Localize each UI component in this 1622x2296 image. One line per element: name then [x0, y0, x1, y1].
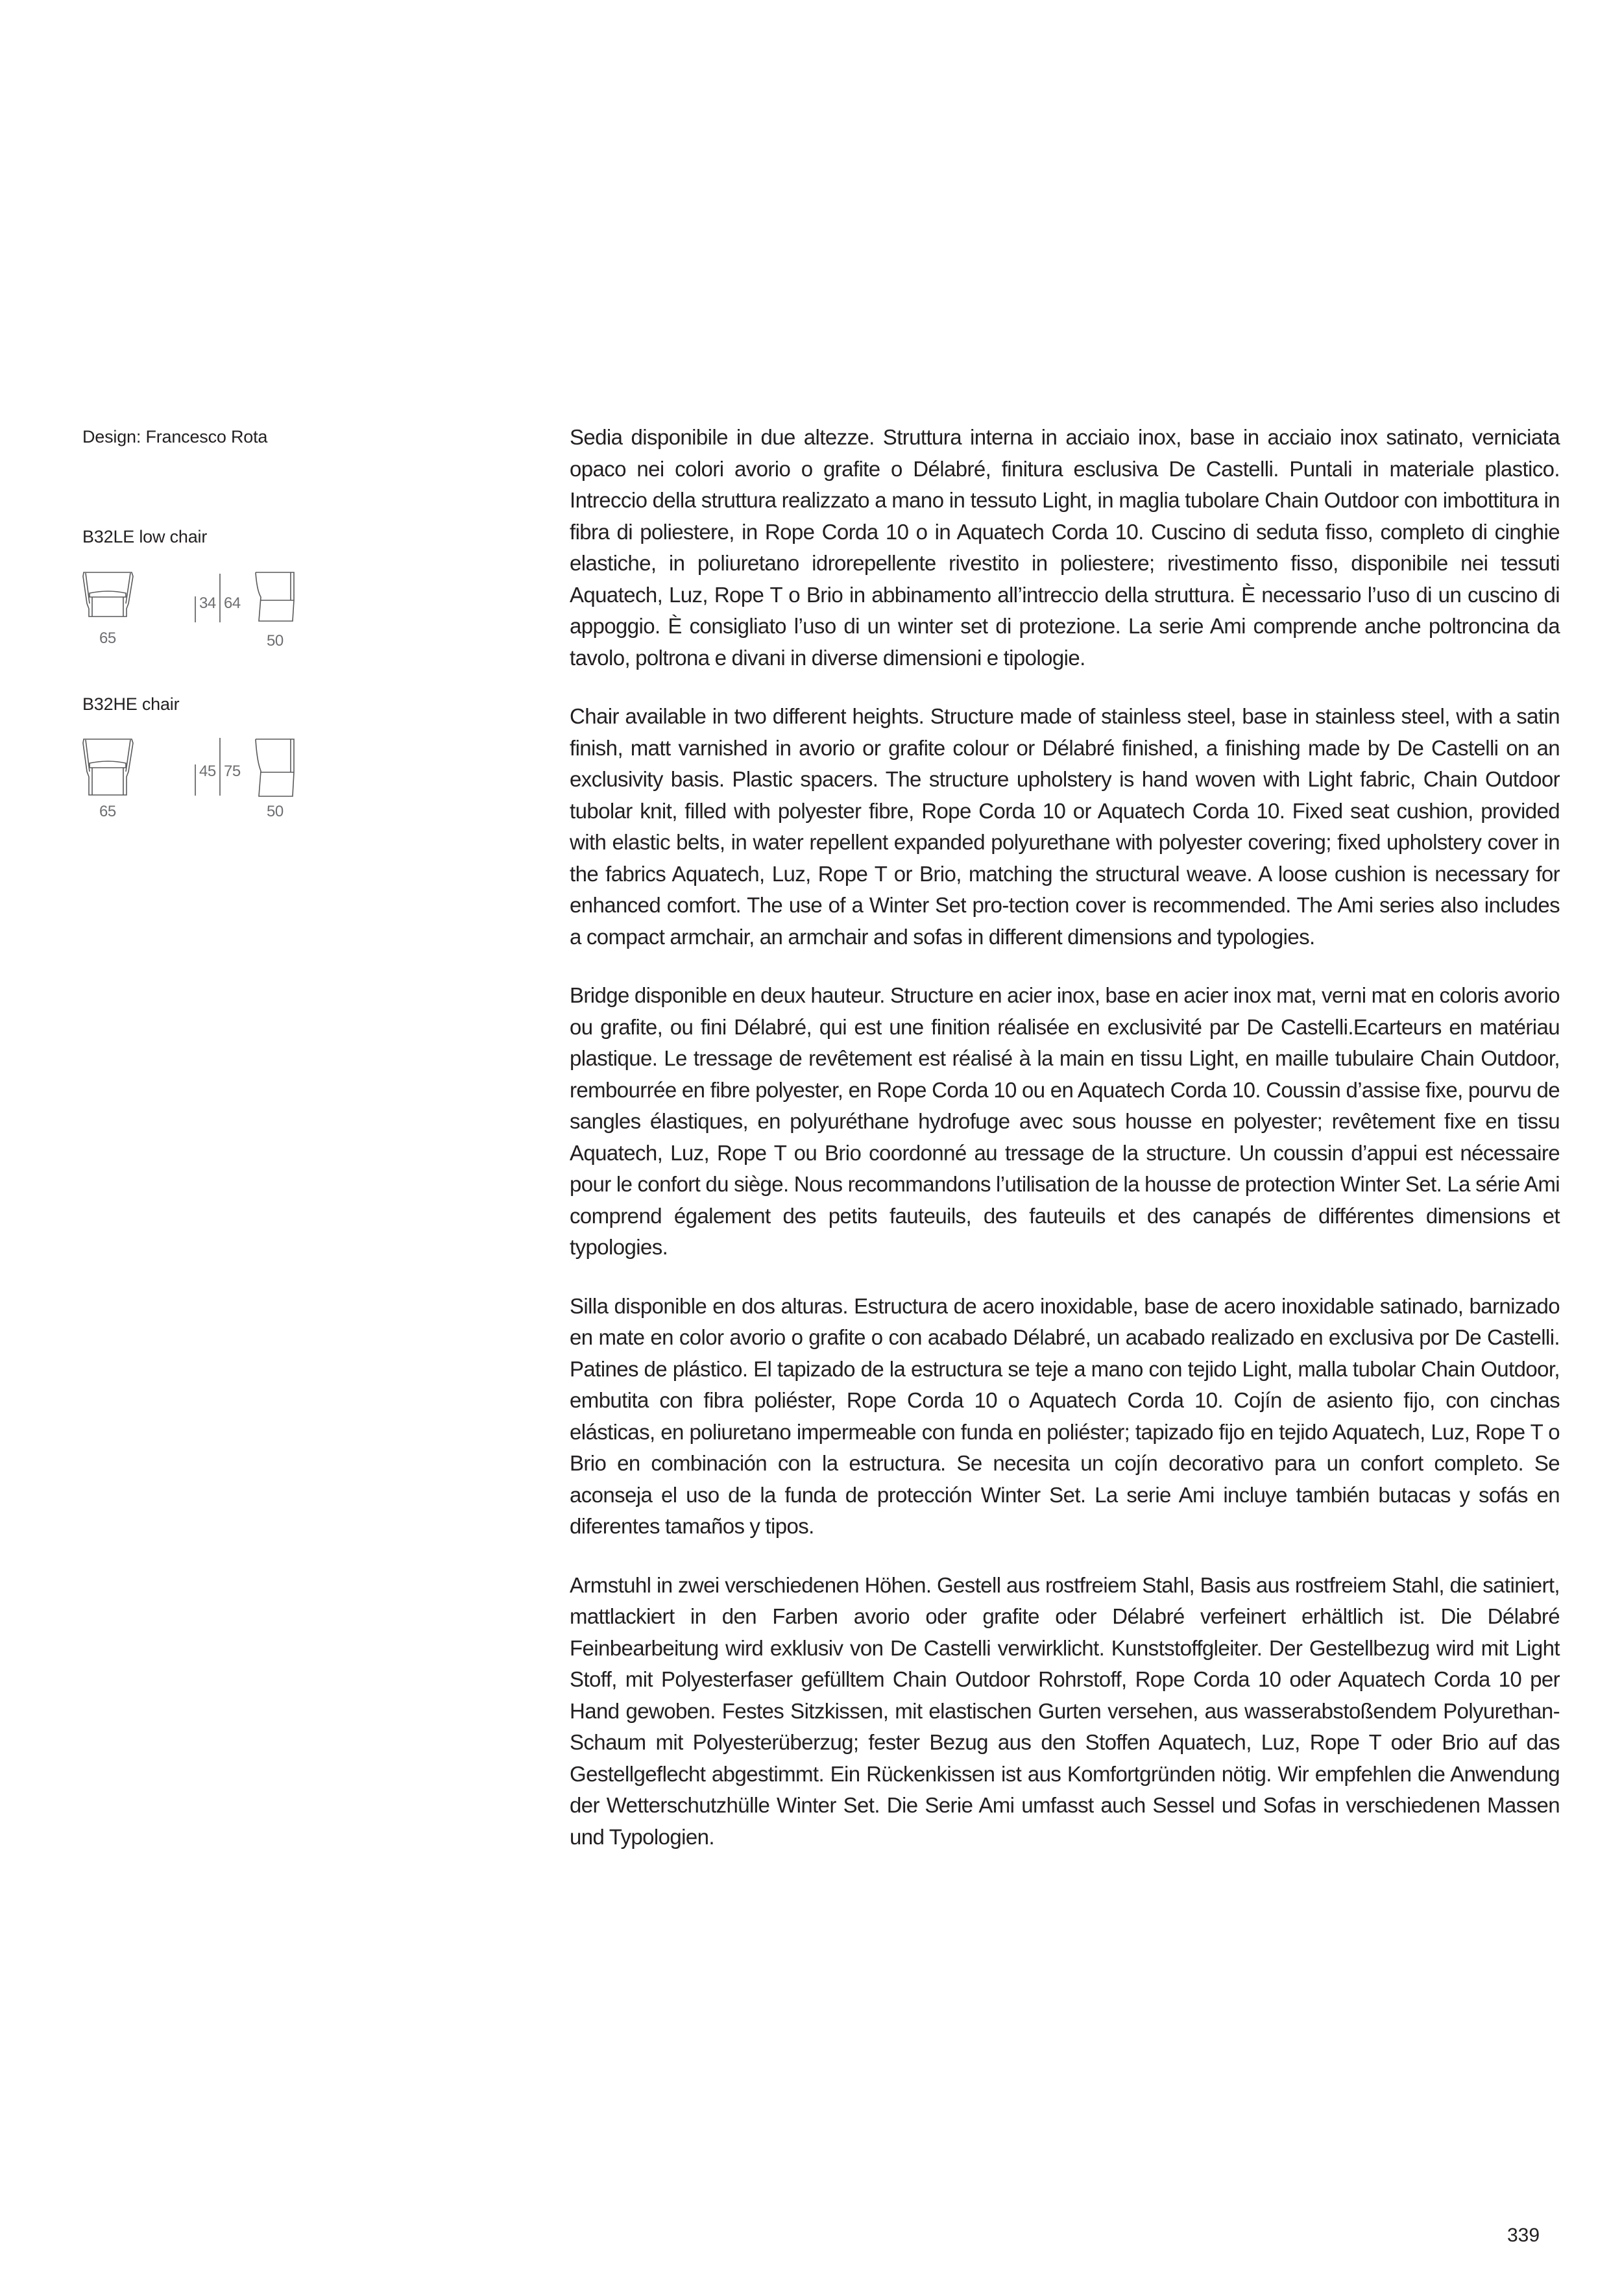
- paragraph-spanish: Silla disponible en dos alturas. Estructura de acero inoxidable, base de acero inoxidable satinado, barnizado en mate en color avorio o grafite o con acabado Délabré, un acabado realizado en exclusiva por De Castelli. Patines de plástico. El tapizado de la estructura se teje a mano con tejido Light, malla tubolar Chain Outdoor, embutita con fibra poliéster, Rope Corda 10 o Aquatech Corda 10. Cojín de asiento fijo, con cinchas elásticas, en poliuretano impermeable con funda en poliéster; tapizado fijo en tejido Aquatech, Luz, Rope T o Brio en combinación con la estructura. Se necesita un cojín decorativo para un confort completo. Se aconseja el uso de la funda de protección Winter Set. La serie Ami incluye también butacas y sofás en diferentes tamaños y tipos.: [570, 1293, 1560, 1538]
- dimension-drawing-chair: [78, 735, 311, 826]
- paragraph-italian: Sedia disponibile in due altezze. Struttura interna in acciaio inox, base in acciaio inox satinato, verniciata opaco nei colori avorio o grafite o Délabré, finitura esclusiva De Castelli. Puntali in materiale plastico. Intreccio della struttura realizzato a mano in tessuto Light, in maglia tubolare Chain Outdoor con imbottitura in fibra di poliestere, in Rope Corda 10 o in Aquatech Corda 10. Cuscino di seduta fisso, completo di cinghie elastiche, in poliuretano idrorepellente rivestito in poliestere; rivestimento fisso, disponibile nei tessuti Aquatech, Luz, Rope T o Brio in abbinamento all’intreccio della struttura. È necessario l’uso di un cuscino di appoggio. È consigliato l’uso di un winter set di protezione. La serie Ami comprende anche poltroncina da tavolo, poltrona e divani in diverse dimensioni e tipologie.: [570, 425, 1560, 670]
- seat-height-value: 45: [199, 763, 216, 780]
- paragraph-german: Armstuhl in zwei verschiedenen Höhen. Gestell aus rostfreiem Stahl, Basis aus rostfreiem Stahl, die satiniert, mattlackiert in den Farben avorio oder grafite oder Délabré verfeinert erhältlich ist. Die Délabré Feinbearbeitung wird exklusiv von De Castelli verwirklicht. Kunststoffgleiter. Der Gestellbezug wird mit Light Stoff, mit Polyesterfaser gefülltem Chain Outdoor Rohrstoff, Rope Corda 10 oder Aquatech Corda 10 per Hand gewoben. Festes Sitzkissen, mit elastischen Gurten versehen, aus wasserabstoßendem Polyurethan-Schaum mit Polyesterüberzug; fester Bezug aus den Stoffen Aquatech, Luz, Rope T oder Brio auf das Gestellgeflecht abgestimmt. Ein Rückenkissen ist aus Komfortgründen nötig. Wir empfehlen die Anwendung der Wetterschutzhülle Winter Set. Die Serie Ami umfasst auch Sessel und Sofas in verschiedenen Massen und Typologien.: [570, 1572, 1560, 1849]
- paragraph-english: Chair available in two different heights. Structure made of stainless steel, base in stainless steel, with a satin finish, matt varnished in avorio or grafite colour or Délabré finished, a finishing made by De Castelli on an exclusivity basis. Plastic spacers. The structure upholstery is hand woven with Light fabric, Chain Outdoor tubolar knit, filled with polyester fibre, Rope Corda 10 or Aquatech Corda 10. Fixed seat cushion, provided with elastic belts, in water repellent expanded polyurethane with polyester covering; fixed upholstery cover in the fabrics Aquatech, Luz, Rope T or Brio, matching the structural weave. A loose cushion is necessary for enhanced comfort. The use of a Winter Set pro-tection cover is recommended. The Ami series also includes a compact armchair, an armchair and sofas in different dimensions and typologies.: [570, 704, 1560, 949]
- depth-value: 50: [267, 803, 284, 820]
- total-height-value: 75: [224, 763, 241, 780]
- paragraph-french: Bridge disponible en deux hauteur. Structure en acier inox, base en acier inox mat, verni mat en coloris avorio ou grafite, ou fini Délabré, qui est une finition réalisée en exclusivité par De Castelli.Ecarteurs en matériau plastique. Le tressage de revêtement est réalisé à la main en tissu Light, en maille tubulaire Chain Outdoor, rembourrée en fibre polyester, en Rope Corda 10 ou en Aquatech Corda 10. Coussin d’assise fixe, pourvu de sangles élastiques, en polyuréthane hydrofuge avec sous housse en polyester; revêtement fixe en tissu Aquatech, Luz, Rope T ou Brio coordonné au tressage de la structure. Un coussin d’appui est nécessaire pour le confort du siège. Nous recommandons l’utilisation de la housse de protection Winter Set. La série Ami comprend également des petits fauteuils, des fauteuils et des canapés de différentes dimensions et typologies.: [570, 983, 1560, 1259]
- description-column: [570, 422, 1560, 1880]
- seat-height-value: 34: [199, 594, 216, 612]
- total-height-value: 64: [224, 594, 241, 612]
- model-label-chair: B32HE chair: [82, 694, 180, 714]
- dimension-drawing-low-chair: [78, 565, 311, 655]
- designer-credit: Design: Francesco Rota: [82, 427, 268, 446]
- page-number: 339: [1507, 2225, 1540, 2246]
- width-value: 65: [99, 629, 116, 647]
- model-label-low-chair: B32LE low chair: [82, 527, 208, 546]
- width-value: 65: [99, 803, 116, 820]
- depth-value: 50: [267, 632, 284, 650]
